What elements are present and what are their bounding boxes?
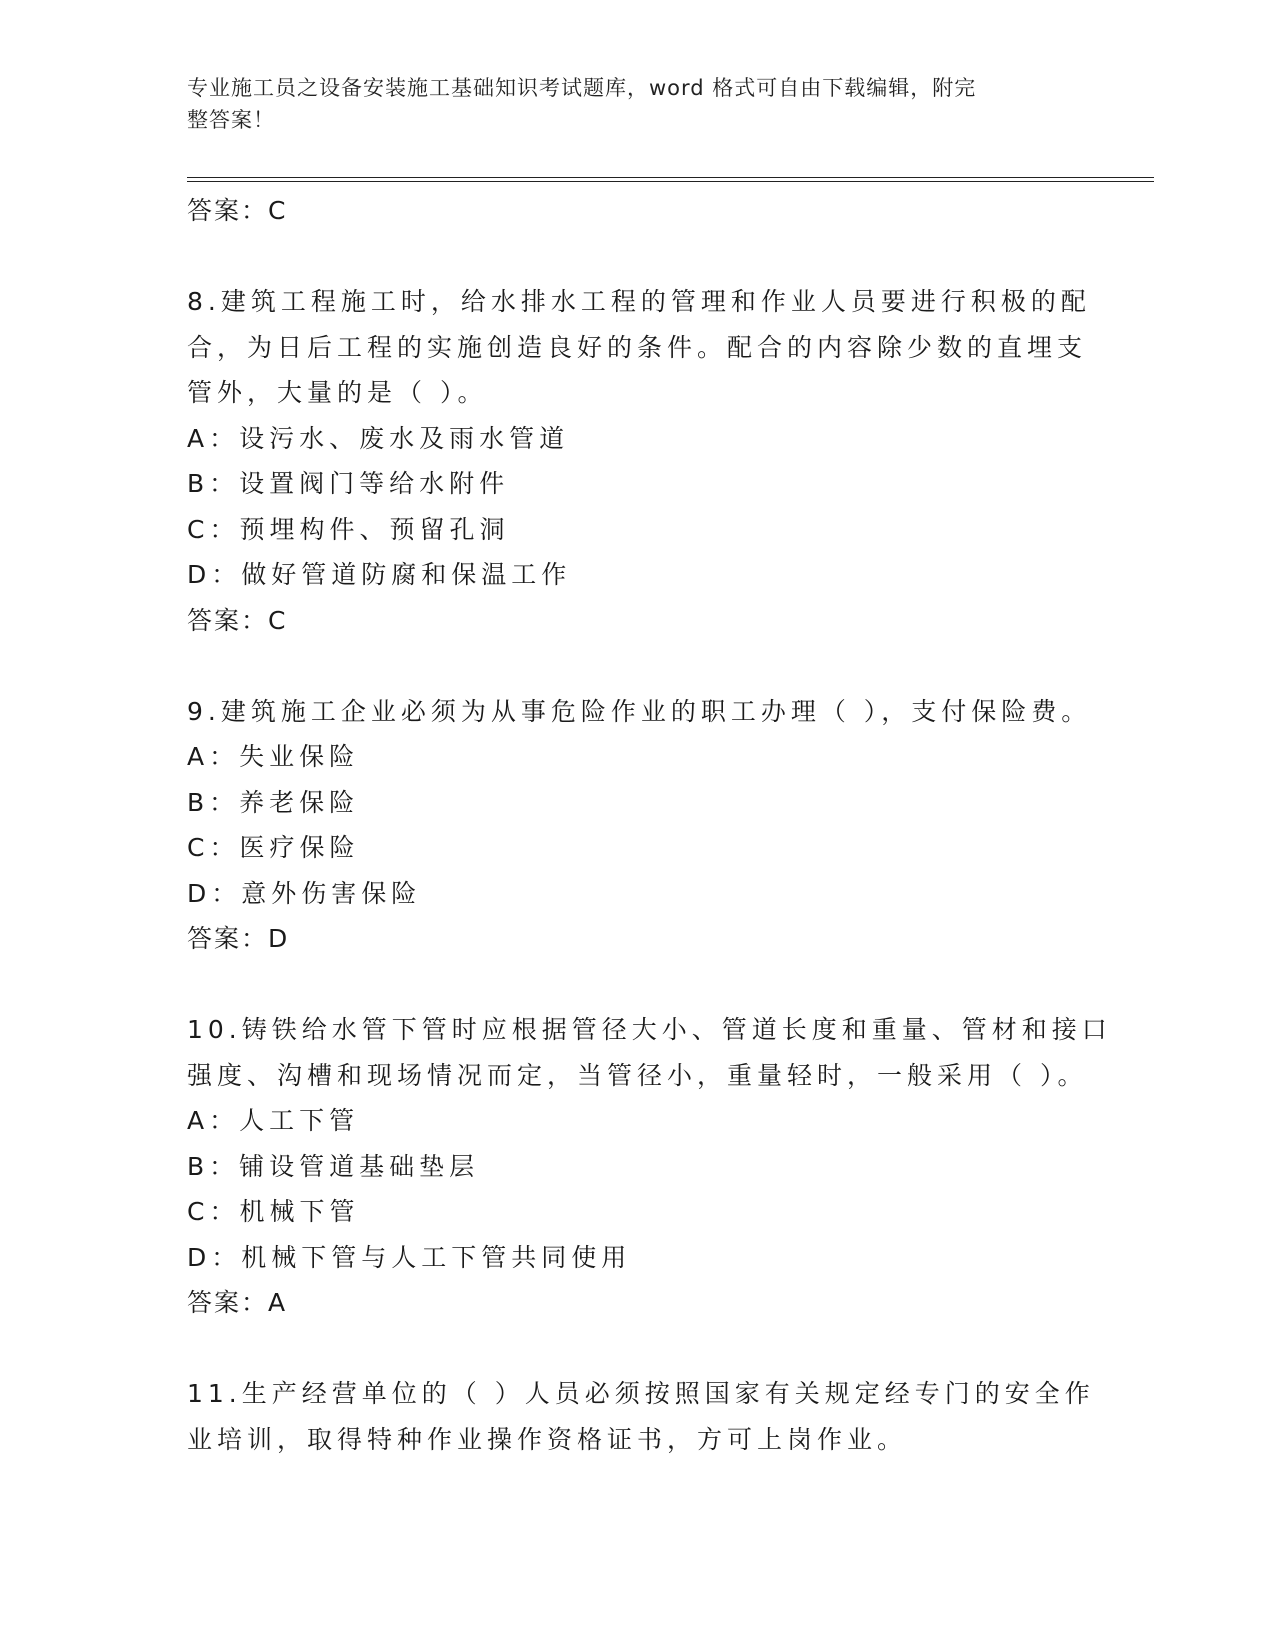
answer-line: 答案：A <box>187 1288 288 1317</box>
option-a: A：人工下管 <box>187 1106 360 1135</box>
question-10 <box>187 1007 1112 1326</box>
spacer <box>187 643 1087 689</box>
option-b: B：养老保险 <box>187 787 360 817</box>
option-c: C：医疗保险 <box>187 833 360 862</box>
spacer <box>187 1326 1087 1372</box>
question-8 <box>187 279 1091 643</box>
question-text: 合，为日后工程的实施创造良好的条件。配合的内容除少数的直埋支 <box>187 332 1088 362</box>
header-divider <box>187 177 1154 182</box>
option-b: B：铺设管道基础垫层 <box>187 1151 480 1181</box>
option-d: D：机械下管与人工下管共同使用 <box>187 1242 632 1272</box>
question-text: 8.建筑工程施工时，给水排水工程的管理和作业人员要进行积极的配 <box>187 287 1091 316</box>
header-line-2: 整答案！ <box>187 108 275 132</box>
option-a: A：失业保险 <box>187 742 360 771</box>
option-b: B：设置阀门等给水附件 <box>187 469 510 498</box>
question-9 <box>187 689 1092 962</box>
answer-line: 答案：C <box>187 605 288 635</box>
option-a: A：设污水、废水及雨水管道 <box>187 423 570 453</box>
question-text: 强度、沟槽和现场情况而定，当管径小，重量轻时，一般采用（ ）。 <box>187 1060 1088 1090</box>
question-text: 管外，大量的是（ ）。 <box>187 378 488 407</box>
question-list <box>187 188 1112 1462</box>
answer-line: 答案：D <box>187 924 290 953</box>
option-c: C：预埋构件、预留孔洞 <box>187 514 510 544</box>
page-header <box>187 72 1067 136</box>
question-text: 10.铸铁给水管下管时应根据管径大小、管道长度和重量、管材和接口 <box>187 1015 1112 1044</box>
answer-line: 答案：C <box>187 196 288 225</box>
spacer <box>187 962 1087 1008</box>
option-d: D：意外伤害保险 <box>187 878 422 908</box>
question-text: 业培训，取得特种作业操作资格证书，方可上岗作业。 <box>187 1424 908 1454</box>
question-text: 9.建筑施工企业必须为从事危险作业的职工办理（ ），支付保险费。 <box>187 696 1092 726</box>
header-line-1: 专业施工员之设备安装施工基础知识考试题库，word 格式可自由下载编辑，附完 <box>187 76 977 100</box>
question-11 <box>187 1371 1095 1462</box>
question-text: 11.生产经营单位的（ ）人员必须按照国家有关规定经专门的安全作 <box>187 1379 1095 1408</box>
option-c: C：机械下管 <box>187 1197 360 1226</box>
option-d: D：做好管道防腐和保温工作 <box>187 560 572 589</box>
spacer <box>187 234 1087 280</box>
